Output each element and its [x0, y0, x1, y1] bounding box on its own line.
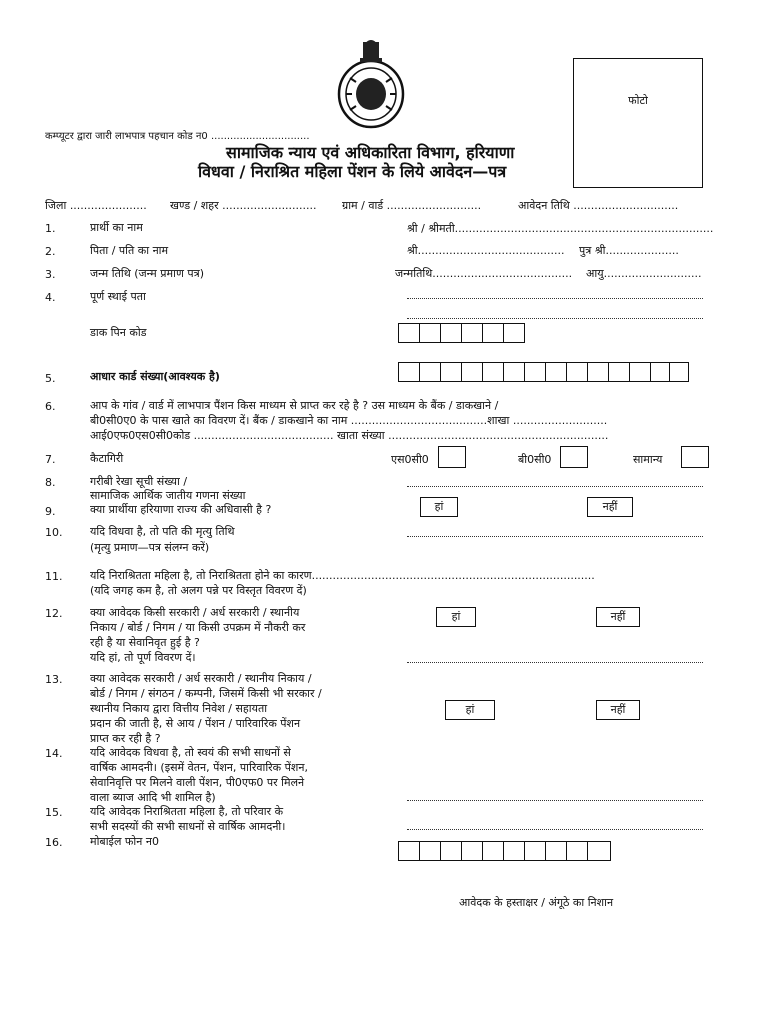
row-number: 14. [45, 747, 63, 760]
row-number: 4. [45, 291, 56, 304]
pin-code-label: डाक पिन कोड [90, 326, 147, 339]
category-bc-checkbox[interactable] [560, 446, 588, 468]
domicile-yes-option[interactable]: हां [420, 497, 458, 517]
pension-no-option[interactable]: नहीं [596, 700, 640, 720]
husband-death-date-field[interactable] [407, 536, 703, 537]
pension-question-line-1: क्या आवेदक सरकारी / अर्ध सरकारी / स्थानीय निकाय / [90, 672, 312, 685]
row-number: 11. [45, 570, 63, 583]
row-number: 15. [45, 806, 63, 819]
widow-income-line-1: यदि आवेदक विधवा है, तो स्वयं की सभी साधनों से [90, 746, 291, 759]
category-sc-checkbox[interactable] [438, 446, 466, 468]
aadhaar-boxes[interactable] [398, 362, 689, 382]
pension-question-line-3: स्थानीय निकाय द्वारा वित्तीय निवेश / सहायता [90, 702, 268, 715]
employment-details-field[interactable] [407, 662, 703, 663]
state-emblem-seal [336, 38, 406, 130]
dob-field[interactable]: जन्मतिथि........................................ [395, 267, 573, 280]
row-number: 13. [45, 673, 63, 686]
family-income-line-1: यदि आवेदक निराश्रितता महिला है, तो परिवार के [90, 805, 284, 818]
block-field[interactable]: खण्ड / शहर ........................... [170, 199, 317, 212]
employment-question-line-3: रही है या सेवानिवृत हुई है ? [90, 636, 200, 649]
row-number: 6. [45, 400, 56, 413]
form-title: विधवा / निराश्रित महिला पेंशन के लिये आवेदन—पत्र [198, 162, 507, 181]
pension-yes-option[interactable]: हां [445, 700, 495, 720]
destitute-reason-line[interactable]: यदि निराश्रितता महिला है, तो निराश्रितता होने का कारण................................................................................. [90, 569, 595, 582]
father-husband-field[interactable]: श्री.......................................... [407, 244, 565, 257]
address-label: पूर्ण स्थाई पता [90, 290, 146, 303]
family-income-field[interactable] [407, 829, 703, 830]
pension-question-line-5: प्राप्त कर रही है ? [90, 732, 161, 745]
employment-no-option[interactable]: नहीं [596, 607, 640, 627]
application-date-field[interactable]: आवेदन तिथि .............................. [518, 199, 679, 212]
death-certificate-note: (मृत्यु प्रमाण—पत्र संलग्न करें) [90, 541, 210, 554]
bank-question-line-2[interactable]: बी0सी0ए0 के पास खाते का विवरण दें। बैंक / डाकखाने का नाम .......................................शाखा ........................... [90, 414, 608, 427]
row-number: 16. [45, 836, 63, 849]
district-field[interactable]: जिला ...................... [45, 199, 147, 212]
mobile-number-boxes[interactable] [398, 841, 611, 861]
row-number: 12. [45, 607, 63, 620]
employment-question-line-2: निकाय / बोर्ड / निगम / या किसी उपक्रम में नौकरी कर [90, 621, 306, 634]
category-general-checkbox[interactable] [681, 446, 709, 468]
computer-code-line: कम्प्यूटर द्वारा जारी लाभपात्र पहचान कोड न0 ............................... [45, 131, 310, 142]
aadhaar-label: आधार कार्ड संख्या(आवश्यक है) [90, 370, 220, 383]
employment-question-line-4: यदि हां, तो पूर्ण विवरण दें। [90, 651, 196, 664]
row-number: 8. [45, 476, 56, 489]
ifsc-account-line[interactable]: आई0एफ0एस0सी0कोड ........................................ खाता संख्या ............................................................... [90, 429, 609, 442]
mobile-label: मोबाईल फोन न0 [90, 835, 159, 848]
pin-code-boxes[interactable] [398, 323, 525, 343]
domicile-no-option[interactable]: नहीं [587, 497, 633, 517]
row-number: 9. [45, 505, 56, 518]
pension-question-line-2: बोर्ड / निगम / संगठन / कम्पनी, जिसमें किसी भी सरकार / [90, 687, 322, 700]
domicile-question: क्या प्रार्थीया हरियाणा राज्य की अधिवासी है ? [90, 503, 272, 516]
village-field[interactable]: ग्राम / वार्ड ........................... [342, 199, 482, 212]
department-title: सामाजिक न्याय एवं अधिकारिता विभाग, हरियाणा [226, 143, 515, 162]
row-number: 10. [45, 526, 63, 539]
employment-yes-option[interactable]: हां [436, 607, 476, 627]
row-number: 1. [45, 222, 56, 235]
bank-question-line-1: आप के गांव / वार्ड में लाभपात्र पैंशन किस माध्यम से प्राप्त कर रहे है ? उस माध्यम के बैंक / डाकखाने / [90, 399, 499, 412]
destitute-reason-note: (यदि जगह कम है, तो अलग पन्ने पर विस्तृत विवरण दें) [90, 584, 307, 597]
address-line-1[interactable] [407, 298, 703, 299]
photo-box [573, 58, 703, 188]
photo-label: फोटो [628, 94, 648, 107]
category-sc-label: एस0सी0 [391, 453, 429, 466]
father-husband-label: पिता / पति का नाम [90, 244, 169, 257]
pension-question-line-4: प्रदान की जाती है, से आय / पेंशन / पारिवारिक पेंशन [90, 717, 301, 730]
employment-question-line-1: क्या आवेदक किसी सरकारी / अर्ध सरकारी / स्थानीय [90, 606, 300, 619]
category-bc-label: बी0सी0 [518, 453, 552, 466]
bpl-list-label: गरीबी रेखा सूची संख्या / [90, 475, 188, 488]
family-income-line-2: सभी सदस्यों की सभी साधनों से वार्षिक आमदनी। [90, 820, 286, 833]
secc-number-label: सामाजिक आर्थिक जातीय गणना संख्या [90, 489, 246, 502]
son-of-field[interactable]: पुत्र श्री..................... [579, 244, 679, 257]
category-general-label: सामान्य [633, 453, 663, 466]
dob-label: जन्म तिथि (जन्म प्रमाण पत्र) [90, 267, 205, 280]
widow-income-line-4: वाला ब्याज आदि भी शामिल है) [90, 791, 216, 804]
address-line-2[interactable] [407, 318, 703, 319]
category-label: कैटागिरी [90, 452, 124, 465]
applicant-name-field[interactable]: श्री / श्रीमती.......................................................................... [407, 222, 714, 235]
husband-death-date-label: यदि विधवा है, तो पति की मृत्यु तिथि [90, 525, 235, 538]
widow-income-field[interactable] [407, 800, 703, 801]
widow-income-line-2: वार्षिक आमदनी। (इसमें वेतन, पेंशन, पारिवारिक पेंशन, [90, 761, 308, 774]
row-number: 2. [45, 245, 56, 258]
row-number: 5. [45, 372, 56, 385]
bpl-number-field[interactable] [407, 486, 703, 487]
age-field[interactable]: आयु............................ [586, 267, 702, 280]
row-number: 3. [45, 268, 56, 281]
row-number: 7. [45, 453, 56, 466]
applicant-name-label: प्रार्थी का नाम [90, 221, 143, 234]
widow-income-line-3: सेवानिवृत्ति पर मिलने वाली पेंशन, पी0एफ0 पर मिलने [90, 776, 305, 789]
signature-label: आवेदक के हस्ताक्षर / अंगूठे का निशान [459, 896, 614, 909]
